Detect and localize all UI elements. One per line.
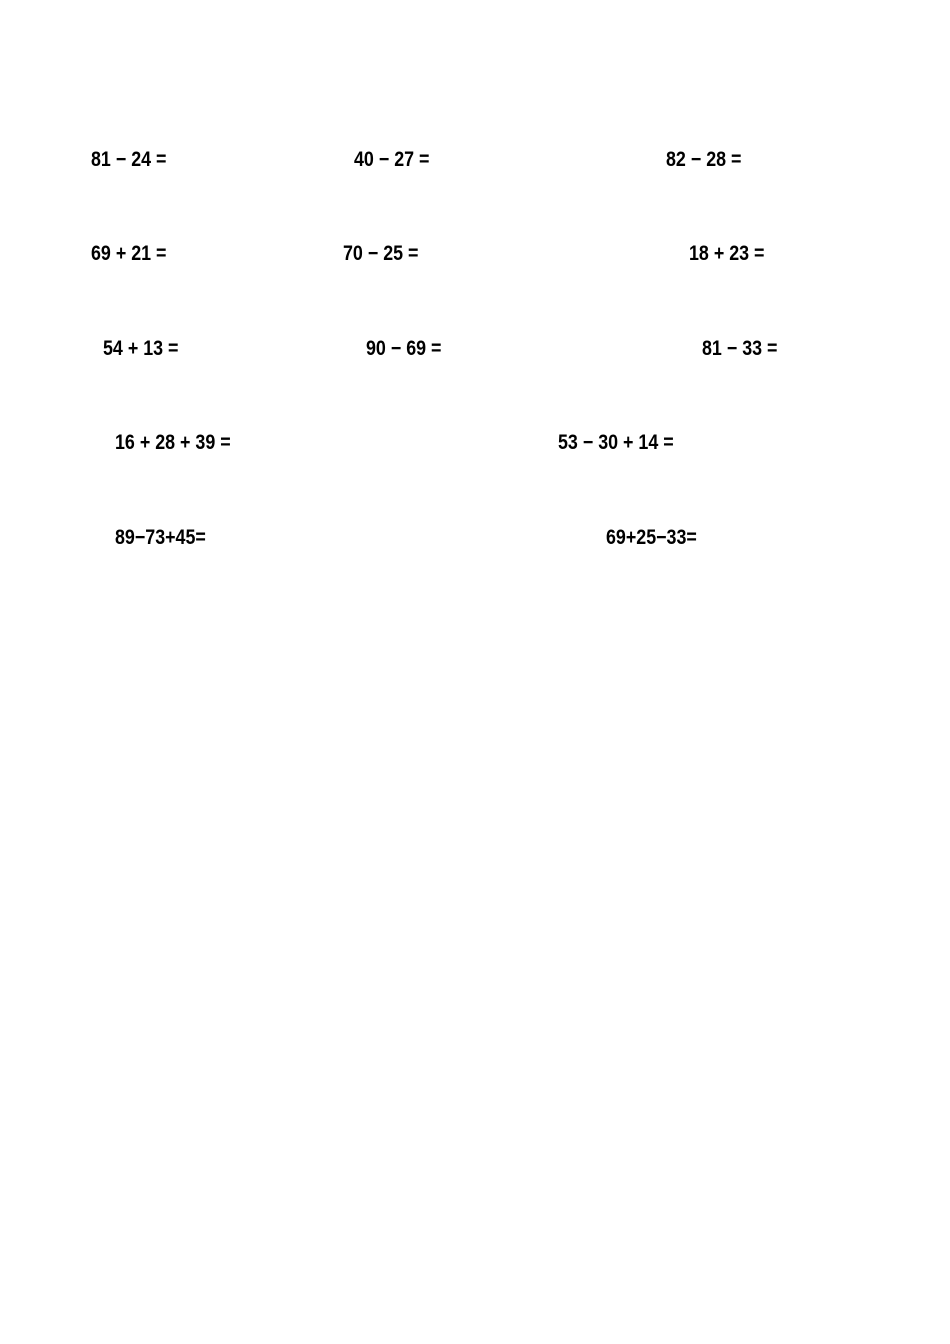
- math-problem-r1c3: 82 − 28 =: [666, 148, 742, 171]
- math-problem-r4c2: 53 − 30 + 14 =: [558, 431, 674, 454]
- math-problem-r5c2: 69+25−33=: [606, 526, 697, 549]
- math-problem-r1c1: 81 − 24 =: [91, 148, 167, 171]
- math-problem-r3c3: 81 − 33 =: [702, 337, 778, 360]
- math-problem-r4c1: 16 + 28 + 39 =: [115, 431, 231, 454]
- math-problem-r3c1: 54 + 13 =: [103, 337, 179, 360]
- math-problem-r2c2: 70 − 25 =: [343, 242, 419, 265]
- math-problem-r1c2: 40 − 27 =: [354, 148, 430, 171]
- math-problem-r2c1: 69 + 21 =: [91, 242, 167, 265]
- math-problem-r5c1: 89−73+45=: [115, 526, 206, 549]
- math-problem-r2c3: 18 + 23 =: [689, 242, 765, 265]
- math-problem-r3c2: 90 − 69 =: [366, 337, 442, 360]
